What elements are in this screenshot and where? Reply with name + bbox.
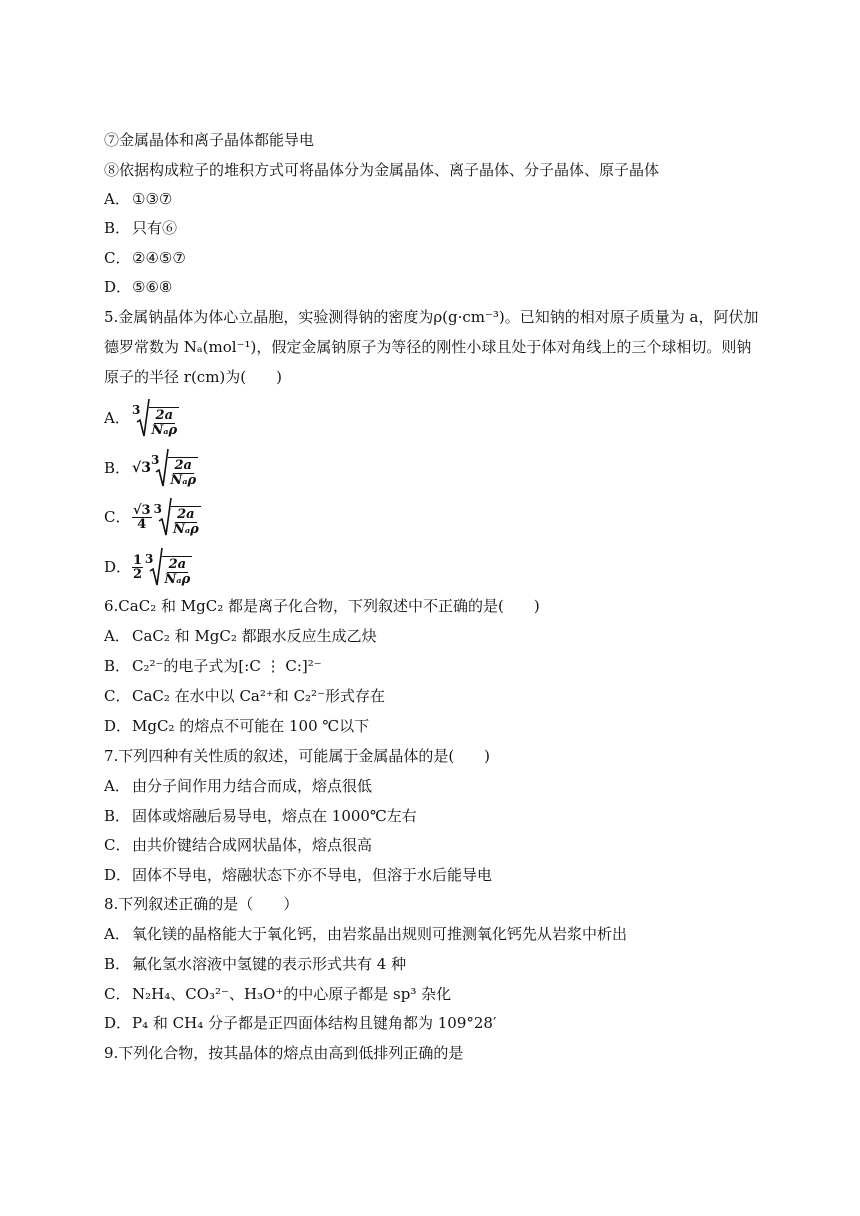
q5-option-b: B． √3 3 $\frac{2a}{\text{Nₐρ}}$: [104, 446, 198, 490]
q4-option-a: A． ①③⑦: [104, 190, 173, 208]
q8-option-a: A． 氧化镁的晶格能大于氧化钙，由岩浆晶出规则可推测氧化钙先从岩浆中析出: [104, 925, 628, 943]
q5-option-a: A． 3 $\frac{2a}{\text{Nₐρ}}$: [104, 396, 179, 440]
sqrt-three: √3: [132, 460, 151, 476]
statement-7: ⑦金属晶体和离子晶体都能导电: [104, 131, 315, 149]
q5-option-d: D． $\frac{1}{2}$ 3 $\frac{2a}{\text{Nₐρ}}$: [104, 545, 192, 589]
q6-option-c: C． CaC₂ 在水中以 Ca²⁺和 C₂²⁻形式存在: [104, 687, 385, 705]
q7-option-c: C． 由共价键结合成网状晶体，熔点很高: [104, 836, 373, 854]
q4-option-c: C． ②④⑤⑦: [104, 249, 186, 267]
q7-option-d: D．固体不导电，熔融状态下亦不导电，但溶于水后能导电: [104, 866, 493, 884]
q5-stem-line2: 德罗常数为 Nₐ(mol⁻¹)，假定金属钠原子为等径的刚性小球且处于体对角线上的三个球相切。则钠: [104, 338, 752, 356]
q4-option-d: D．⑤⑥⑧: [104, 278, 173, 296]
q6-option-b: B． C₂²⁻的电子式为[:C ⋮ C:]²⁻: [104, 657, 322, 675]
q7-stem: 7.下列四种有关性质的叙述，可能属于金属晶体的是( ): [104, 747, 491, 765]
q9-stem: 9.下列化合物，按其晶体的熔点由高到低排列正确的是: [104, 1044, 464, 1062]
sqrt3-over-4: $\frac{√3}{4}$: [133, 502, 151, 532]
cube-root-formula: 3 $\frac{2a}{\text{Nₐρ}}$: [145, 547, 192, 587]
q5-option-c: C． $\frac{√3}{4}$ 3 $\frac{2a}{\text{Nₐρ}}$: [104, 495, 201, 539]
q6-stem: 6.CaC₂ 和 MgC₂ 都是离子化合物，下列叙述中不正确的是( ): [104, 597, 540, 615]
q8-option-d: D．P₄ 和 CH₄ 分子都是正四面体结构且键角都为 109°28′: [104, 1014, 497, 1032]
q6-option-a: A． CaC₂ 和 MgC₂ 都跟水反应生成乙炔: [104, 627, 377, 645]
one-half: $\frac{1}{2}$: [133, 552, 143, 582]
q8-stem: 8.下列叙述正确的是（ ）: [104, 895, 299, 913]
q8-option-b: B． 氟化氢水溶液中氢键的表示形式共有 4 种: [104, 955, 407, 973]
q8-option-c: C． N₂H₄、CO₃²⁻、H₃O⁺的中心原子都是 sp³ 杂化: [104, 985, 452, 1003]
q7-option-b: B． 固体或熔融后易导电，熔点在 1000℃左右: [104, 807, 417, 825]
cube-root-formula: 3 $\frac{2a}{\text{Nₐρ}}$: [132, 398, 179, 438]
q5-stem-line3: 原子的半径 r(cm)为( ): [104, 368, 282, 386]
q4-option-b: B． 只有⑥: [104, 219, 178, 237]
q5-stem-line1: 5.金属钠晶体为体心立晶胞，实验测得钠的密度为ρ(g·cm⁻³)。已知钠的相对原子质量为 a，阿伏加: [104, 308, 759, 326]
cube-root-formula: 3 $\frac{2a}{\text{Nₐρ}}$: [154, 497, 201, 537]
cube-root-formula: 3 $\frac{2a}{\text{Nₐρ}}$: [151, 448, 198, 488]
statement-8: ⑧依据构成粒子的堆积方式可将晶体分为金属晶体、离子晶体、分子晶体、原子晶体: [104, 161, 660, 179]
q6-option-d: D．MgC₂ 的熔点不可能在 100 ℃以下: [104, 717, 370, 735]
q7-option-a: A． 由分子间作用力结合而成，熔点很低: [104, 777, 373, 795]
